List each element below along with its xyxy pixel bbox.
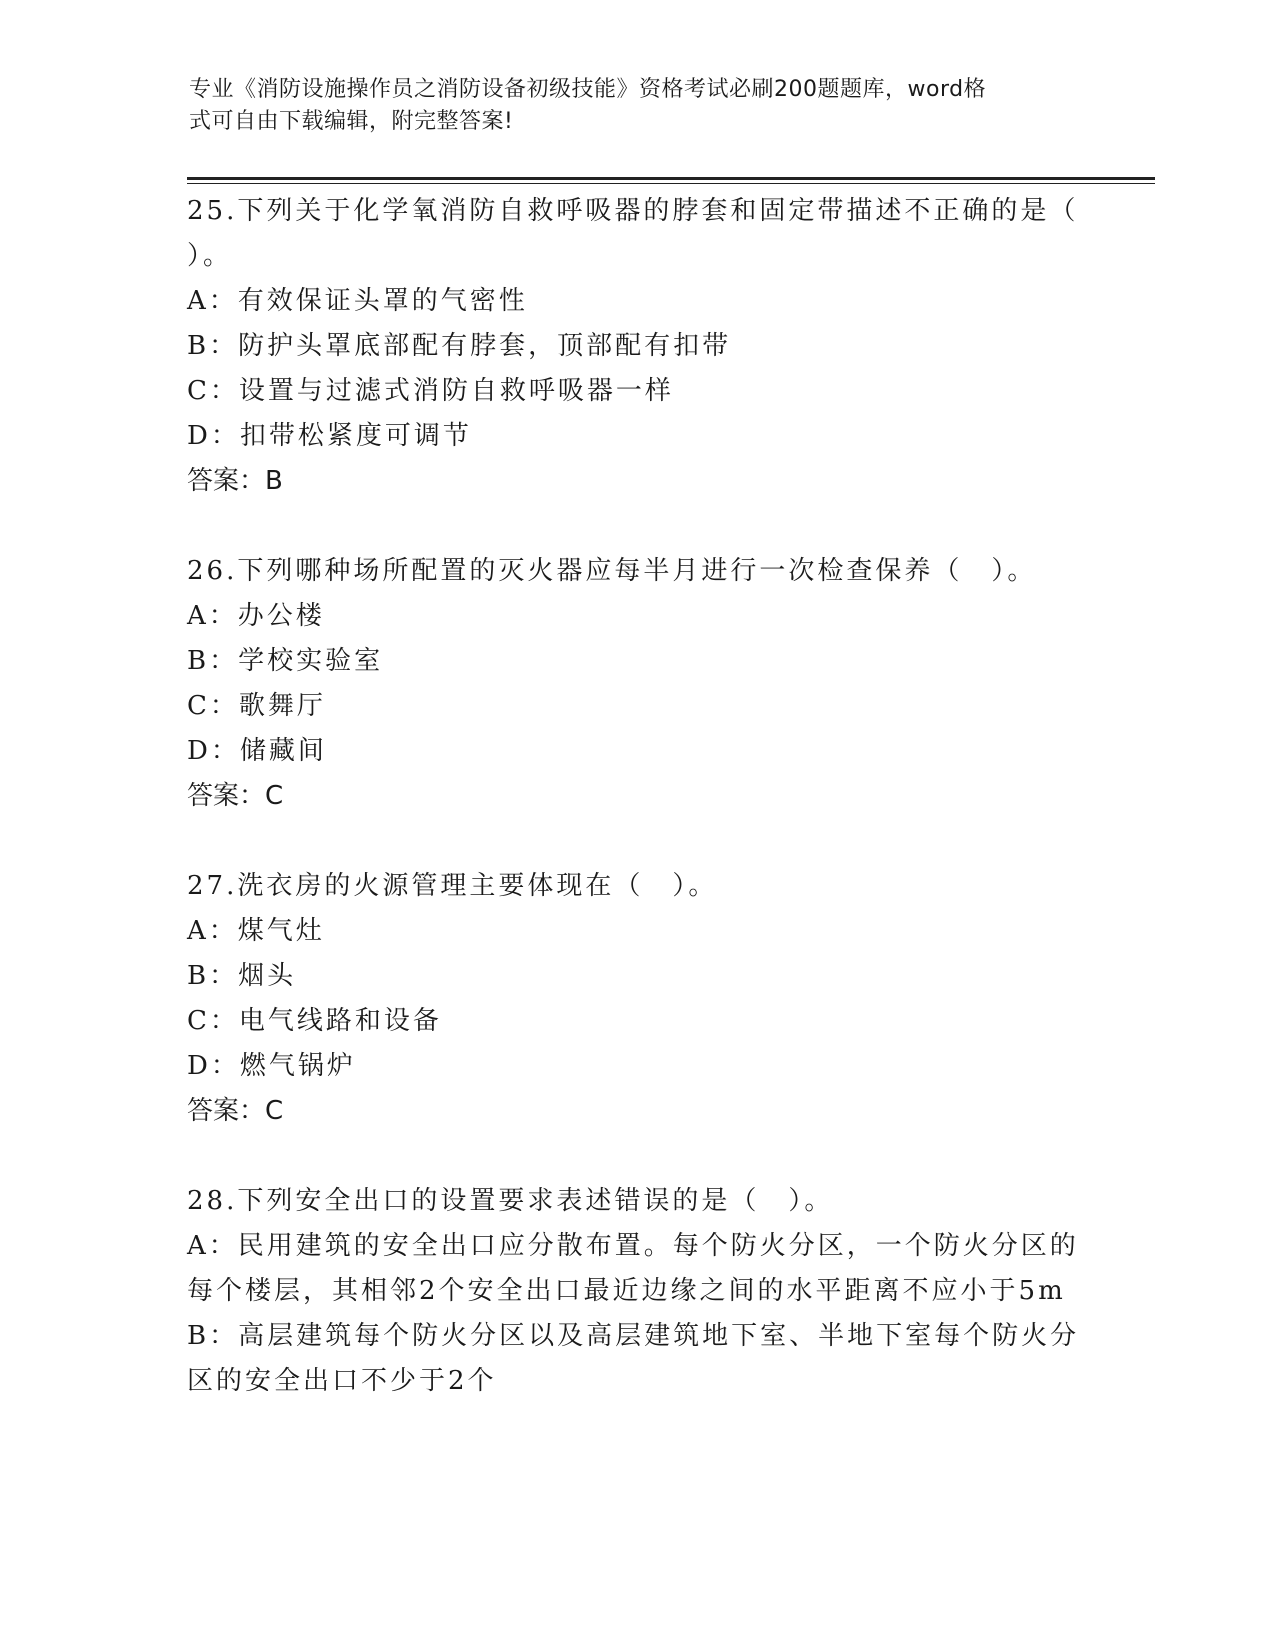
question-stem-line: 27.洗衣房的火源管理主要体现在（ ）。: [187, 871, 718, 901]
question-27: [187, 864, 1087, 1134]
document-header: [189, 74, 1089, 138]
option-a-continued: 每个楼层，其相邻2个安全出口最近边缘之间的水平距离不应小于5m: [187, 1276, 1066, 1306]
option-b-continued: 区的安全出口不少于2个: [187, 1366, 497, 1396]
question-25: [187, 189, 1087, 504]
option-d: D：燃气锅炉: [187, 1051, 356, 1081]
option-a: A：办公楼: [187, 601, 325, 631]
answer-line: 答案：C: [187, 1096, 284, 1126]
option-b: B：防护头罩底部配有脖套，顶部配有扣带: [187, 331, 732, 361]
answer-line: 答案：B: [187, 466, 283, 496]
header-line-1: 专业《消防设施操作员之消防设备初级技能》资格考试必刷200题题库，word格: [189, 77, 987, 102]
question-28: [187, 1179, 1087, 1404]
question-stem-line: 25.下列关于化学氧消防自救呼吸器的脖套和固定带描述不正确的是（: [187, 196, 1079, 226]
question-stem-line: ）。: [187, 241, 233, 271]
option-c: C：设置与过滤式消防自救呼吸器一样: [187, 376, 674, 406]
option-a: A：煤气灶: [187, 916, 325, 946]
option-c: C：电气线路和设备: [187, 1006, 442, 1036]
question-stem-line: 26.下列哪种场所配置的灭火器应每半月进行一次检查保养（ ）。: [187, 556, 1037, 586]
question-26: [187, 549, 1087, 819]
option-b: B：学校实验室: [187, 646, 384, 676]
option-a: A：有效保证头罩的气密性: [187, 286, 528, 316]
option-a: A：民用建筑的安全出口应分散布置。每个防火分区，一个防火分区的: [187, 1231, 1079, 1261]
header-line-2: 式可自由下载编辑，附完整答案!: [189, 109, 514, 134]
option-b: B：烟头: [187, 961, 297, 991]
option-d: D：扣带松紧度可调节: [187, 421, 472, 451]
header-divider-thick: [187, 177, 1155, 180]
answer-line: 答案：C: [187, 781, 284, 811]
question-stem-line: 28.下列安全出口的设置要求表述错误的是（ ）。: [187, 1186, 834, 1216]
option-b: B：高层建筑每个防火分区以及高层建筑地下室、半地下室每个防火分: [187, 1321, 1080, 1351]
question-list: [187, 189, 1087, 1404]
option-c: C：歌舞厅: [187, 691, 326, 721]
option-d: D：储藏间: [187, 736, 327, 766]
header-divider-thin: [187, 183, 1155, 184]
